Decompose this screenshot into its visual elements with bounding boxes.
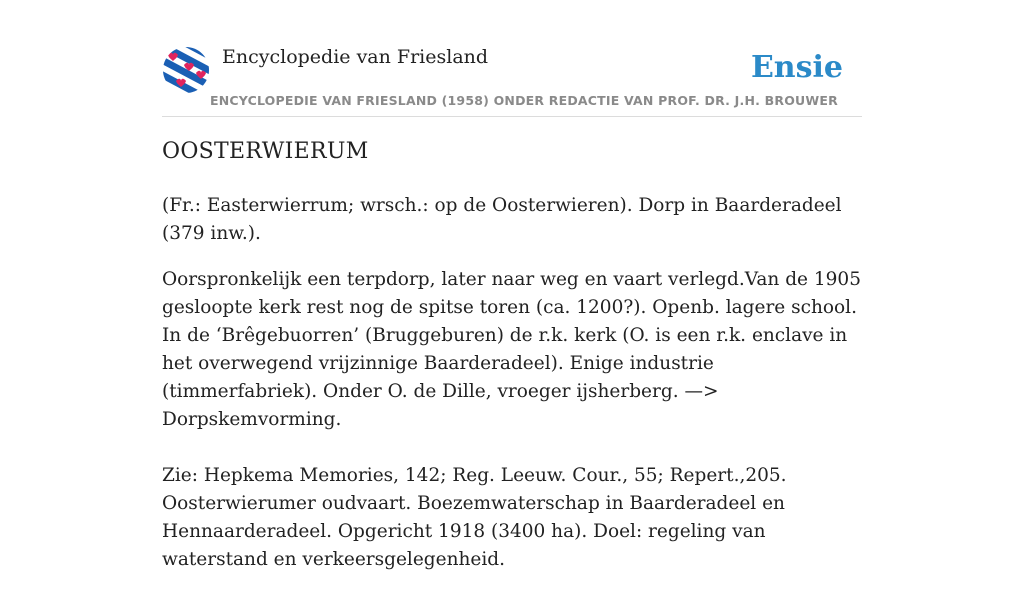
article-paragraph-intro: (Fr.: Easterwierrum; wrsch.: op de Oosterwieren). Dorp in Baarderadeel (379 inw.). (162, 195, 842, 244)
ensie-brand-link[interactable]: Ensie (750, 50, 843, 85)
page (162, 0, 862, 570)
article-paragraph-references: Zie: Hepkema Memories, 142; Reg. Leeuw. Cour., 55; Repert.,205. Oosterwierumer oudvaart. Boezemwaterschap in Baarderadeel en Hennaarderadeel. Opgericht 1918 (3400 ha). Doel: regeling van waterstand en verkeersgelegenheid. (162, 465, 787, 570)
article-body (162, 192, 862, 592)
article-title: OOSTERWIERUM (162, 139, 369, 164)
site-header (162, 0, 862, 117)
encyclopedia-subtitle: ENCYCLOPEDIE VAN FRIESLAND (1958) ONDER REDACTIE VAN PROF. DR. J.H. BROUWER (210, 93, 838, 108)
article-paragraph-description: Oorspronkelijk een terpdorp, later naar weg en vaart verlegd.Van de 1905 gesloopte kerk rest nog de spitse toren (ca. 1200?). Openb. lagere school. In de ‘Brêgebuorren’ (Bruggeburen) de r.k. kerk (O. is een r.k. enclave in het overwegend vrijzinnige Baarderadeel). Enige industrie (timmerfabriek). Onder O. de Dille, vroeger ijsherberg. —> Dorpskemvorming. (162, 269, 861, 430)
frisian-flag-icon[interactable] (162, 47, 210, 93)
site-title-link[interactable]: Encyclopedie van Friesland (222, 46, 489, 68)
